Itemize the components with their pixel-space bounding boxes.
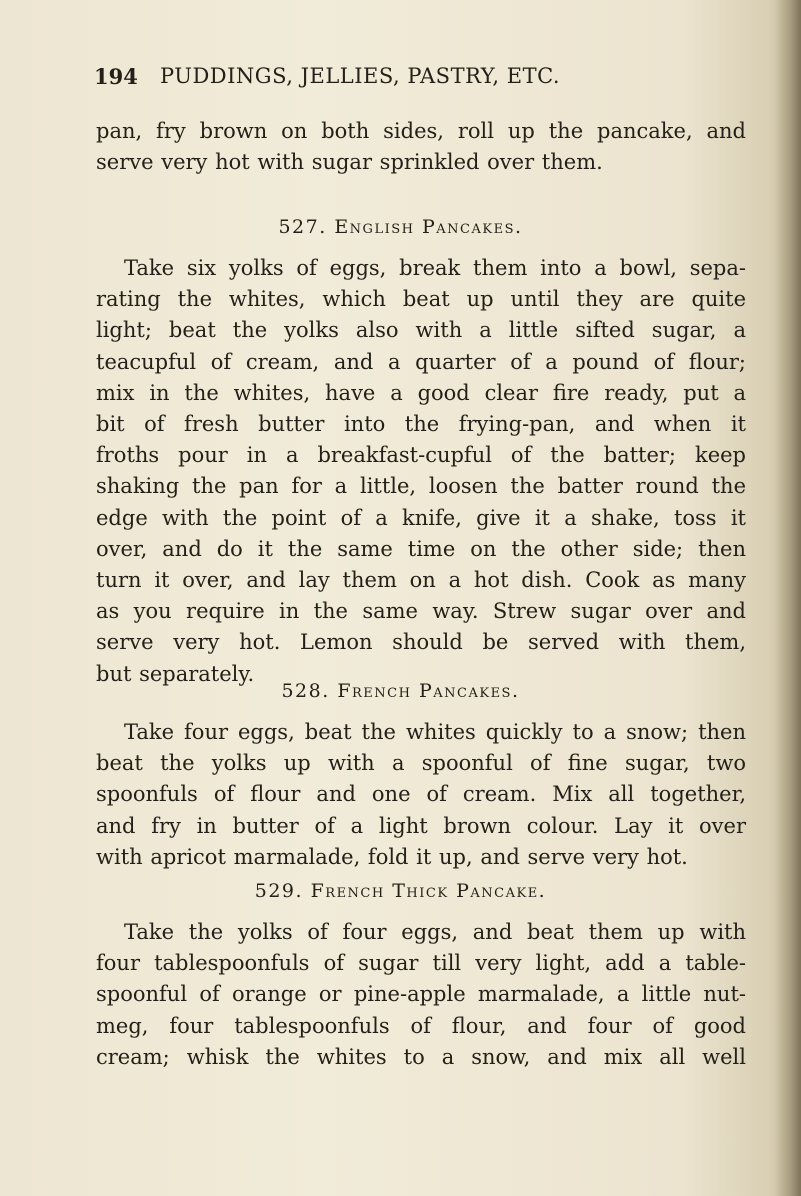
text-line: as you require in the same way. Strew sugar over and [96,599,746,624]
text-line: beat the yolks up with a spoonful of fine sugar, two [96,751,746,776]
text-line: meg, four tablespoonfuls of flour, and four of good [96,1013,746,1038]
text-line: Take four eggs, beat the whites quickly to a snow; then [124,720,746,744]
section-body-528 [96,717,746,873]
text-line: edge with the point of a knife, give it a shake, toss it [96,505,746,530]
text-line: Take six yolks of eggs, break them into a bowl, sepa- [124,256,746,280]
text-line: serve very hot with sugar sprinkled over them. [96,150,603,175]
intro-paragraph [96,116,746,178]
text-line: bit of fresh butter into the frying-pan, and when it [96,412,746,437]
section-heading-528: 528. French Pancakes. [281,680,520,702]
text-line: with apricot marmalade, fold it up, and serve very hot. [96,844,688,869]
text-line: spoonful of orange or pine-apple marmalade, a little nut- [96,982,746,1007]
text-line: serve very hot. Lemon should be served with them, [96,630,746,655]
text-line: shaking the pan for a little, loosen the batter round the [96,474,746,499]
page-number: 194 [94,64,138,89]
text-line: and fry in butter of a light brown colour. Lay it over [96,813,746,838]
text-line: cream; whisk the whites to a snow, and mix all well [96,1044,746,1069]
text-line: turn it over, and lay them on a hot dish. Cook as many [96,568,746,593]
section-heading-529: 529. French Thick Pancake. [254,880,547,902]
text-line: Take the yolks of four eggs, and beat them up with [124,920,746,944]
page-edge-shadow [775,0,801,1196]
text-line: mix in the whites, have a good clear fire ready, put a [96,380,746,405]
text-line: rating the whites, which beat up until they are quite [96,287,746,312]
text-line: teacupful of cream, and a quarter of a pound of flour; [96,349,746,374]
text-line: froths pour in a breakfast-cupful of the batter; keep [96,443,746,468]
section-body-529 [96,917,746,1073]
text-line: pan, fry brown on both sides, roll up the pancake, and [96,119,746,143]
section-heading-527: 527. English Pancakes. [278,216,523,238]
text-line: light; beat the yolks also with a little sifted sugar, a [96,318,746,343]
running-title: PUDDINGS, JELLIES, PASTRY, ETC. [160,64,561,88]
text-line: over, and do it the same time on the other side; then [96,536,746,561]
section-body-527 [96,253,746,690]
text-line: four tablespoonfuls of sugar till very light, add a table- [96,951,746,976]
text-line: but separately. [96,661,255,686]
text-line: spoonfuls of flour and one of cream. Mix all together, [96,782,746,807]
